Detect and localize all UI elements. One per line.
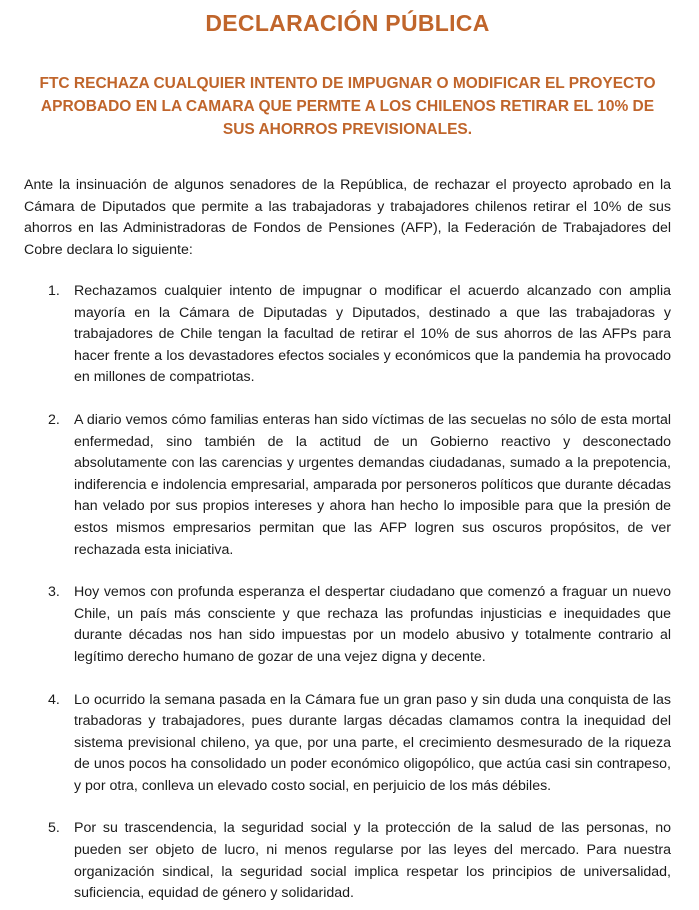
list-item-text: Hoy vemos con profunda esperanza el despertar ciudadano que comenzó a fraguar un nuevo Chile, un país más consciente y que rechaza las profundas injusticias e inequidades que durante décadas nos han sido impuestas por un modelo abusivo y totalmente contrario al legítimo derecho humano de gozar de una vejez digna y decente. <box>74 584 671 665</box>
list-item <box>24 410 671 561</box>
list-item-number: 2. <box>48 411 60 428</box>
list-item-text: Lo ocurrido la semana pasada en la Cámara fue un gran paso y sin duda una conquista de las trabadoras y trabajadores, pues durante largas décadas clamamos contra la inequidad del sistema previsional chileno, ya que, por una parte, el crecimiento desmesurado de la riqueza de unos pocos ha consolidado un poder económico oligopólico, que actúa casi sin contrapeso, y por otra, conlleva un elevado costo social, en perjuicio de los más débiles. <box>74 691 671 794</box>
list-item-number: 3. <box>48 584 60 601</box>
list-item-number: 1. <box>48 283 60 299</box>
list-item-text: Rechazamos cualquier intento de impugnar o modificar el acuerdo alcanzado con amplia mayoría en la Cámara de Diputadas y Diputados, destinado a que las trabajadoras y trabajadores de Chile tengan la facultad de retirar el 10% de sus ahorros de las AFPs para hacer frente a los devastadores efectos sociales y económicos que la pandemia ha provocado en millones de compatriotas. <box>74 283 671 386</box>
page-title: DECLARACIÓN PÚBLICA <box>205 10 490 36</box>
page-subtitle: FTC RECHAZA CUALQUIER INTENTO DE IMPUGNAR O MODIFICAR EL PROYECTO APROBADO EN LA CAMARA QUE PERMTE A LOS CHILENOS RETIRAR EL 10% DE SUS AHORROS PREVISIONALES. <box>39 75 656 138</box>
declaration-list <box>24 281 671 905</box>
list-item-text: A diario vemos cómo familias enteras han sido víctimas de las secuelas no sólo de esta mortal enfermedad, sino también de la actitud de un Gobierno reactivo y desconectado absolutamente con las carencias y urgentes demandas ciudadanas, sumado a la prepotencia, indiferencia e indolencia empresarial, amparada por personeros políticos que durante décadas han velado por sus propios intereses y ahora han hecho lo imposible para que la presión de estos mismos empresarios permitan que las AFP logren sus oscuros propósitos, de ver rechazada esta iniciativa. <box>74 411 671 558</box>
list-item <box>24 690 671 798</box>
list-item <box>24 582 671 668</box>
list-item-number: 4. <box>48 691 60 708</box>
list-item-text: Por su trascendencia, la seguridad social y la protección de la salud de las personas, no pueden ser objeto de lucro, ni menos regularse por las leyes del mercado. Para nuestra organización sindical, la seguridad social implica respetar los principios de universalidad, suficiencia, equidad de género y solidaridad. <box>74 820 671 902</box>
list-item <box>24 281 671 389</box>
list-item-number: 5. <box>48 820 60 837</box>
list-item <box>24 818 671 904</box>
intro-paragraph: Ante la insinuación de algunos senadores de la República, de rechazar el proyecto aprobado en la Cámara de Diputados que permite a las trabajadoras y trabajadores chilenos retirar el 10% de sus ahorros en las Administradoras de Fondos de Pensiones (AFP), la Federación de Trabajadores del Cobre declara lo siguiente: <box>24 177 671 258</box>
